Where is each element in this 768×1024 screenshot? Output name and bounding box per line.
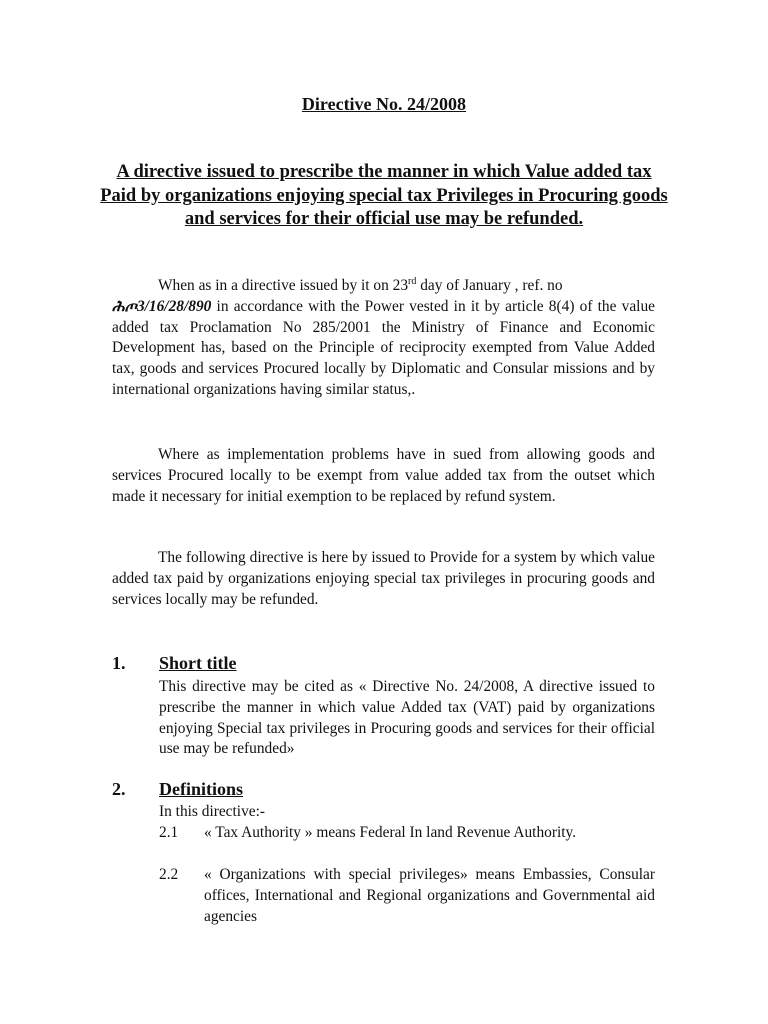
section-2-number: 2. [112, 779, 126, 799]
section-1-number: 1. [112, 653, 126, 673]
preamble-paragraph-3 [112, 548, 655, 610]
preamble-paragraph-1 [112, 276, 655, 401]
preamble-p1-start: When as in a directive issued by it on 23 [158, 277, 409, 294]
ordinal-suffix: rd [408, 275, 417, 287]
directive-subtitle: A directive issued to prescribe the manner in which Value added tax Paid by organizations enjoying special tax Privileges in Procuring goods and services for their official use may be refunded. [100, 162, 668, 229]
section-1-body: This directive may be cited as « Directive No. 24/2008, A directive issued to prescribe the manner in which value Added tax (VAT) paid by organizations enjoying Special tax privileges in Procuring goods and services for their official use may be refunded» [159, 678, 655, 758]
definition-2-1-text: « Tax Authority » means Federal In land Revenue Authority. [204, 824, 577, 841]
definition-2-2-text: « Organizations with special privileges» means Embassies, Consular offices, International and Regional organizations and Governmental aid agencies [204, 866, 655, 925]
preamble-p3-text: The following directive is here by issued to Provide for a system by which value added tax paid by organizations enjoying special tax privileges in procuring goods and services locally may be refunded. [112, 549, 655, 608]
preamble-p1-rest: in accordance with the Power vested in it by article 8(4) of the value added tax Proclamation No 285/2001 the Ministry of Finance and Economic Development has, based on the Principle of reciprocity exempted from Value Added tax, goods and services Procured locally by Diplomatic and Consular missions and by international organizations having similar status,. [112, 297, 655, 398]
preamble-paragraph-2 [112, 445, 655, 507]
reference-number: ሕጦ3/16/28/890 [112, 297, 212, 315]
directive-title: Directive No. 24/2008 [301, 94, 467, 114]
section-1-heading: Short title [159, 653, 237, 673]
definition-2-1-number: 2.1 [159, 824, 179, 841]
preamble-p2-text: Where as implementation problems have in sued from allowing goods and services Procured locally to be exempt from value added tax from the outset which made it necessary for initial exemption to be replaced by refund system. [112, 446, 655, 505]
section-2-heading: Definitions [159, 779, 244, 799]
preamble-p1-date: day of January , ref. no [416, 277, 563, 294]
section-2-intro: In this directive:- [159, 803, 265, 820]
definition-2-2-number: 2.2 [159, 866, 179, 883]
